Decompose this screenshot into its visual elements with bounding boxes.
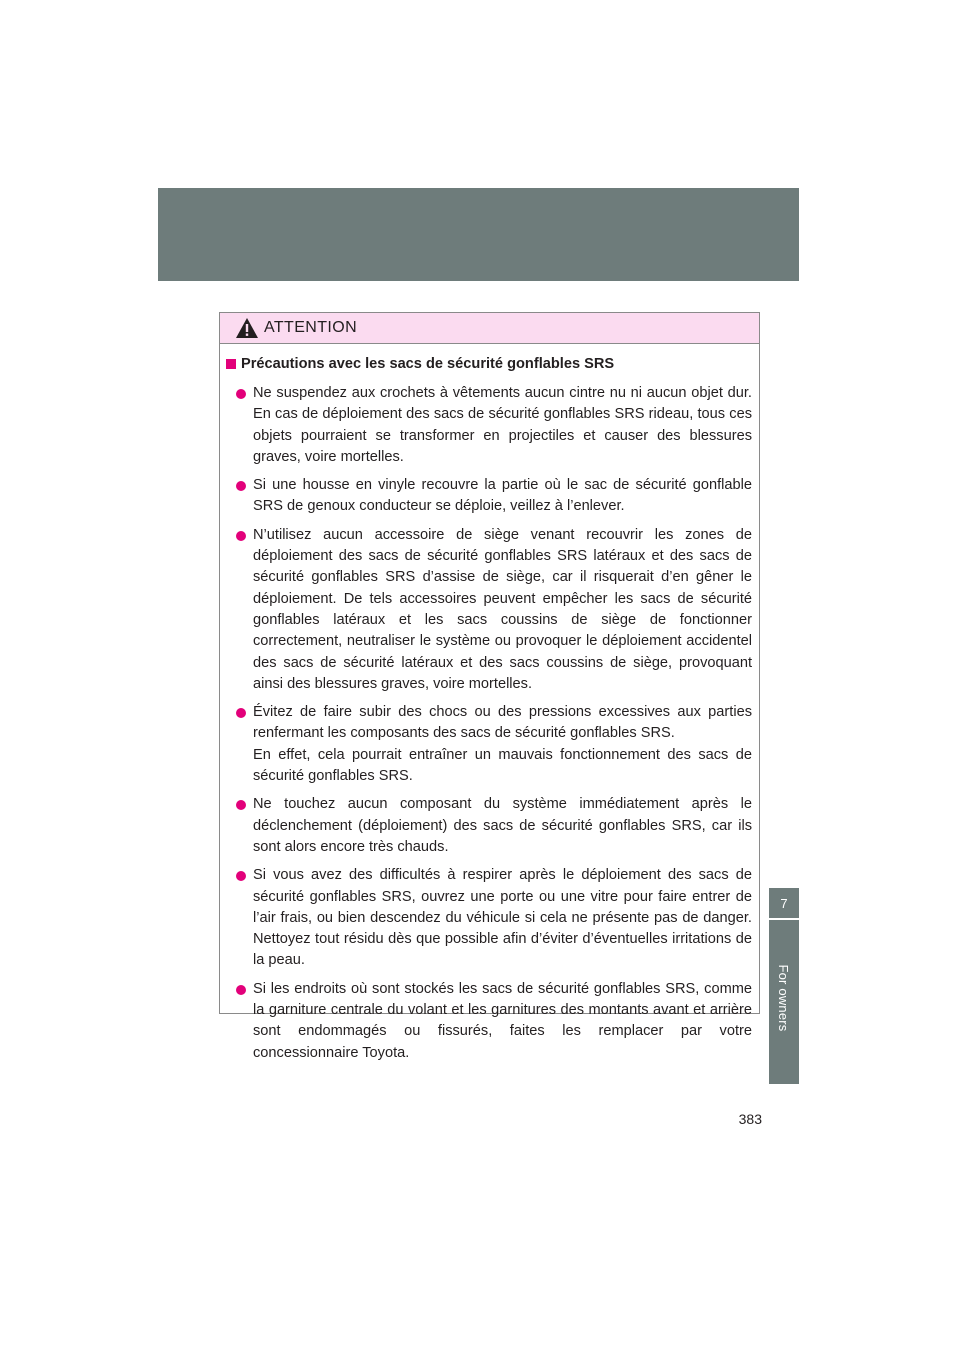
warning-header (220, 313, 759, 344)
bullet-dot-icon (236, 531, 246, 541)
bullet-dot-icon (236, 985, 246, 995)
list-item (226, 865, 752, 971)
header-band (158, 188, 799, 281)
list-item-text: Si les endroits où sont stockés les sacs de sécurité gonflables SRS, comme la garniture centrale du volant et les garnitures des montants avant et arrière sont endommagés ou fissurés, faites les remplacer par votre concessionnaire Toyota. (253, 980, 752, 1061)
warning-triangle-icon (235, 317, 259, 339)
bullet-dot-icon (236, 800, 246, 810)
chapter-number: 7 (780, 896, 788, 911)
bullet-dot-icon (236, 481, 246, 491)
section-heading-text: Précautions avec les sacs de sécurité gonflables SRS (241, 356, 615, 372)
bullet-dot-icon (236, 389, 246, 399)
chapter-tab-divider (769, 918, 799, 920)
warning-box (219, 312, 760, 1061)
page-number: 383 (738, 1111, 762, 1127)
list-item-text: Si une housse en vinyle recouvre la partie où le sac de sécurité gonflable SRS de genoux conducteur se déploie, veillez à l’enlever. (253, 477, 752, 515)
list-item (226, 702, 752, 787)
bullet-dot-icon (236, 708, 246, 718)
list-item (226, 525, 752, 695)
list-item (226, 383, 752, 468)
chapter-label: For owners (776, 964, 791, 1032)
bullet-dot-icon (236, 871, 246, 881)
warning-body (220, 344, 759, 1064)
list-item-text: Ne touchez aucun composant du système immédiatement après le déclenchement (déploiement) des sacs de sécurité gonflables SRS, car ils sont alors encore très chauds. (253, 796, 752, 855)
list-item-text: Si vous avez des difficultés à respirer après le déploiement des sacs de sécurité gonflables SRS, ouvrez une porte ou une vitre pour faire entrer de l’air frais, ou bien descendez du véhicule si cela ne présente pas de danger. Nettoyez tout résidu dès que possible afin d’éviter d’éventuelles irritations de la peau. (253, 867, 752, 969)
chapter-tab[interactable] (769, 888, 799, 1084)
square-bullet-icon (226, 359, 236, 369)
list-item (226, 979, 752, 1064)
warning-title: ATTENTION (264, 319, 358, 336)
list-item-text: Ne suspendez aux crochets à vêtements aucun cintre nu ni aucun objet dur. En cas de déploiement des sacs de sécurité gonflables SRS rideau, tous ces objets pourraient se transformer en projectiles et causer des blessures graves, voire mortelles. (253, 385, 752, 465)
list-item-text: N’utilisez aucun accessoire de siège venant recouvrir les zones de déploiement des sacs de sécurité gonflables SRS latéraux et des sacs de sécurité gonflables SRS d’assise de siège, car il risquerait d’en gêner le déploiement. De tels accessoires peuvent empêcher les sacs de sécurité gonflables latéraux et les sacs coussins de siège de fonctionner correctement, neutraliser le système ou provoquer le déploiement accidentel des sacs de sécurité latéraux et des sacs coussins de siège, provoquant ainsi des blessures graves, voire mortelles. (253, 526, 752, 692)
section-heading (226, 354, 752, 375)
list-item-text: Évitez de faire subir des chocs ou des pressions excessives aux parties renfermant les composants des sacs de sécurité gonflables SRS. (253, 704, 752, 742)
list-item (226, 475, 752, 518)
list-item-text-continued: En effet, cela pourrait entraîner un mauvais fonctionnement des sacs de sécurité gonflables SRS. (253, 746, 752, 785)
list-item (226, 794, 752, 858)
